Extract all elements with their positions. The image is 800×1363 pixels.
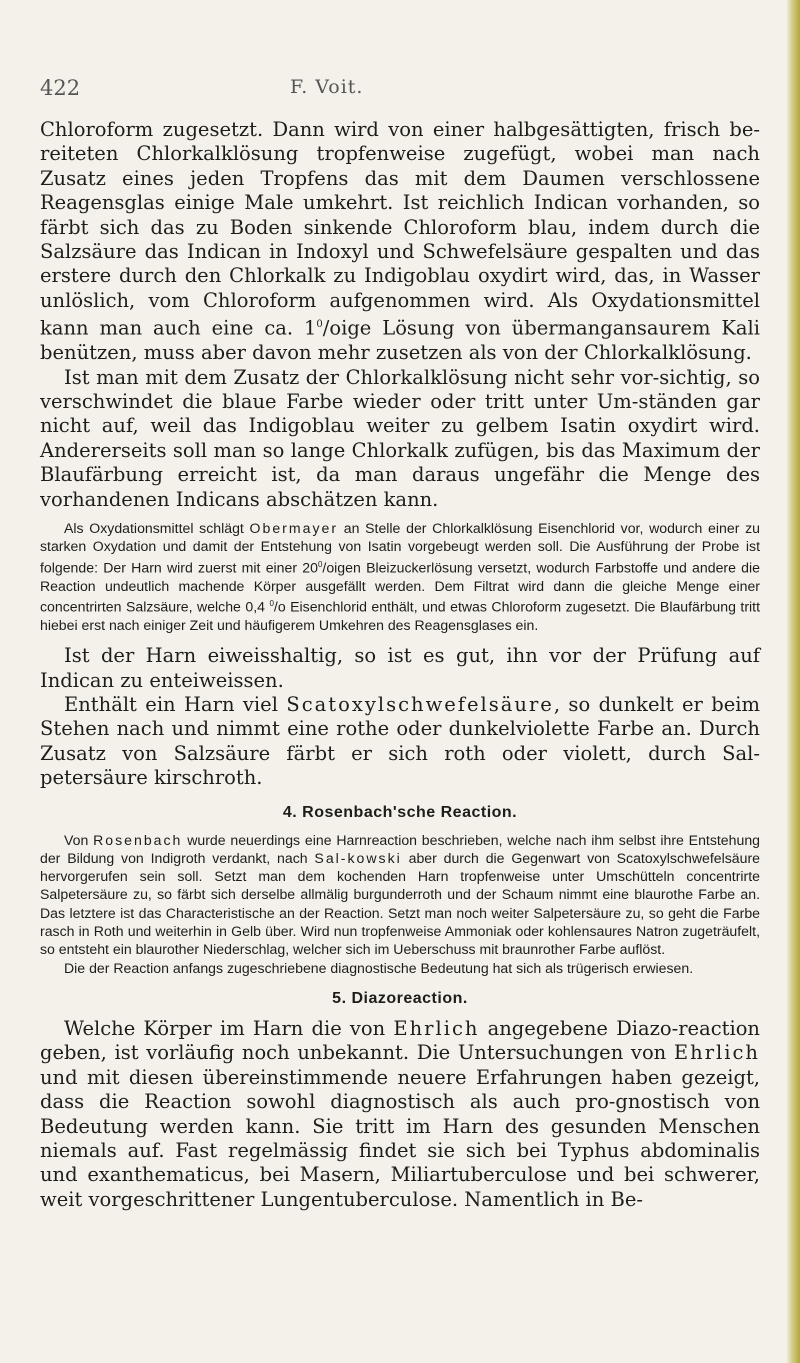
note-rosenbach: Von Rosenbach wurde neuerdings eine Harnreaction beschrieben, welche nach ihm selbst ihre Entstehung der Bildung von Indigroth verdankt, nach Sal-kowski aber durch die Gegenwart von Scatoxylschwefelsäure hervorgerufen sein soll. Setzt man dem kochenden Harn tropfenweise unter Umschütteln concentrirte Salpetersäure zu, so färbt sich derselbe allmälig burgunderroth und der Schaum nimmt eine blaurothe Farbe an. Das letztere ist das Characteristische an der Reaction. Setzt man noch weiter Salpetersäure zu, so geht die Farbe rasch in Roth und weiterhin in Gelb über. Wird nun tropfenweise Ammoniak oder kohlensaures Natron zugeträufelt, so entsteht ein blaurother Niederschlag, welcher sich im Ueberschuss mit braunrother Farbe auflöst. [40,831,760,958]
note-obermayer: Als Oxydationsmittel schlägt Obermayer an Stelle der Chlorkalklösung Eisenchlorid vor, wodurch einer zu starken Oxydation und damit der Entstehung von Isatin vorgebeugt werden soll. Die Ausführung der Probe ist folgende: Der Harn wird zuerst mit einer $20^0$/oigen Bleizuckerlösung versetzt, wodurch Farbstoffe und andere die Reaction undeutlich machende Körper ausgefällt werden. Dem Filtrat wird dann die gleiche Menge einer concentrirten Salzsäure, welche 0,4 $^0$/o Eisenchlorid enthält, und etwas Chloroform zugesetzt. Die Blaufärbung tritt hiebei erst nach einiger Zeit und häufigerem Umkehren des Reagensglases ein. [40,520,760,633]
paragraph-eiweiss: Ist der Harn eiweisshaltig, so ist es gut, ihn vor der Prüfung auf Indican zu enteiweissen. [40,644,760,692]
paragraph-scatoxyl: Enthält ein Harn viel Scatoxylschwefelsäure, so dunkelt er beim Stehen nach und nimmt eine rothe oder dunkelviolette Farbe an. Durch Zusatz von Salzsäure färbt er sich roth oder violett, durch Sal-petersäure kirschroth. [40,692,760,790]
author-name: Rosenbach [93,831,183,848]
author-name: Obermayer [249,520,339,536]
page-edge [786,0,800,1363]
page-header [40,76,760,106]
section-heading-rosenbach: 4. Rosenbach'sche Reaction. [282,803,518,821]
page-body [40,118,760,1212]
author-name: Ehrlich [393,1016,480,1040]
section-heading-diazo: 5. Diazoreaction. [332,989,468,1007]
paragraph-chloroform-method: Chloroform zugesetzt. Dann wird von einer halbgesättigten, frisch be-reiteten Chlorkalklösung tropfenweise zugefügt, wobei man nach Zusatz eines jeden Tropfens das mit dem Daumen verschlossene Reagensglas einige Male umkehrt. Ist reichlich Indican vorhanden, so färbt sich das zu Boden sinkende Chloroform blau, indem durch die Salzsäure das Indican in Indoxyl und Schwefelsäure gespalten und das erstere durch den Chlorkalk zu Indigoblau oxydirt wird, das, in Wasser unlöslich, vom Chloroform aufgenommen wird. Als Oxydationsmittel kann man auch eine ca. $1^0$/oige Lösung von übermangansaurem Kali benützen, muss aber davon mehr zusetzen als von der Chlorkalklösung. [40,118,760,365]
author-name: Sal-kowski [314,849,402,866]
author-name: Ehrlich [673,1041,760,1065]
page-number: 422 [40,76,81,100]
term-scatoxyl: Scatoxylschwefelsäure [286,692,554,716]
paragraph-diazo: Welche Körper im Harn die von Ehrlich angegebene Diazo-reaction geben, ist vorläufig noch unbekannt. Die Untersuchungen von Ehrlich und mit diesen übereinstimmende neuere Erfahrungen haben gezeigt, dass die Reaction sowohl diagnostisch als auch pro-gnostisch von Bedeutung werden kann. Sie tritt im Harn des gesunden Menschen niemals auf. Fast regelmässig findet sie sich bei Typhus abdominalis und exanthematicus, bei Masern, Miliartuberculose und bei schwerer, weit vorgeschrittener Lungentuberculose. Namentlich in Be- [40,1016,760,1211]
running-head: F. Voit. [290,76,364,98]
paragraph-caution: Ist man mit dem Zusatz der Chlorkalklösung nicht sehr vor-sichtig, so verschwindet die blaue Farbe wieder oder tritt unter Um-ständen gar nicht auf, weil das Indigoblau weiter zu gelbem Isatin oxydirt wird. Andererseits soll man so lange Chlorkalk zufügen, bis das Maximum der Blaufärbung erreicht ist, da man daraus ungefähr die Menge des vorhandenen Indicans abschätzen kann. [40,365,760,511]
note-diagnostic: Die der Reaction anfangs zugeschriebene diagnostische Bedeutung hat sich als trügerisch erwiesen. [64,959,694,976]
